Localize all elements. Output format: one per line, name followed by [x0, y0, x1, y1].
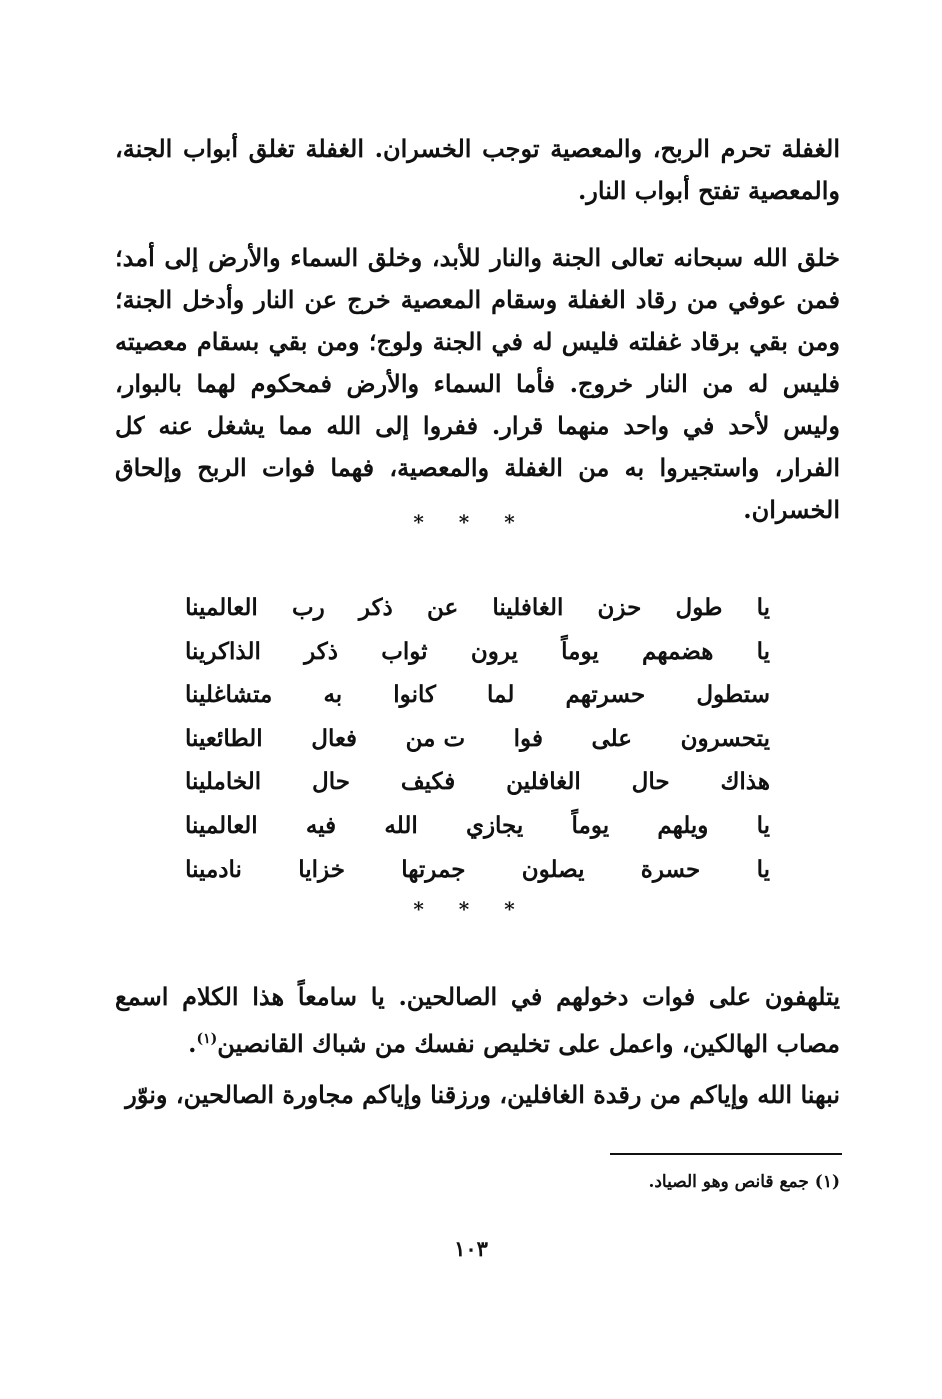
poem-word: العالمينا: [185, 594, 258, 621]
poem-word: عن: [426, 594, 459, 621]
poem-word: هضمهم: [642, 637, 714, 665]
poem-line: [185, 630, 770, 674]
poem-word: ستطول: [696, 681, 770, 709]
poem-word: يجازي: [465, 811, 524, 839]
poem-word: يوماً: [571, 811, 610, 839]
poem-word: نادمينا: [185, 855, 242, 883]
section-separator: * * *: [413, 897, 529, 921]
poem-word: حزن: [597, 594, 642, 621]
poem-word: هذاك: [720, 768, 770, 796]
poem-word: الغافلينا: [492, 594, 564, 621]
poem-word: الذاكرينا: [185, 637, 261, 665]
poem-word: حال: [311, 768, 350, 796]
paragraph-supplication: نبهنا الله وإياكم من رقدة الغافلين، ورزقنا وإياكم مجاورة الصالحين، ونوّر: [125, 1080, 840, 1109]
poem-word: يصلون: [521, 855, 585, 883]
poem-word: ثواب: [381, 637, 428, 665]
poem-word: حسرتهم: [565, 681, 646, 709]
poem-word: ويلهم: [657, 811, 709, 839]
paragraph-heedlessness: الغفلة تحرم الربح، والمعصية توجب الخسران. الغفلة تغلق أبواب الجنة، والمعصية تفتح أبواب النار.: [115, 134, 840, 205]
poem-word: لما: [487, 681, 515, 709]
poem-word: ذكر: [358, 594, 393, 621]
poem-line: [185, 848, 770, 892]
poem-word: طول: [675, 594, 723, 621]
poem-word: به: [323, 681, 343, 709]
poem-word: ذكر: [304, 637, 338, 665]
section-separator: * * *: [413, 510, 529, 534]
poem-word: فوا: [513, 724, 543, 752]
poem-word: يا: [756, 811, 770, 839]
poem-word: كانوا: [393, 681, 436, 709]
poem-word: ت من: [405, 724, 466, 752]
poem-word: يا: [756, 637, 770, 665]
poem-line: [185, 760, 770, 804]
footnote: (١) جمع قانص وهو الصياد.: [648, 1172, 840, 1192]
paragraph-regret-end: .: [188, 1029, 197, 1058]
poem-word: يوماً: [561, 637, 599, 665]
poem-word: يتحسرون: [680, 724, 770, 752]
poem-word: الخاملينا: [185, 768, 262, 796]
poem-word: متشاغلينا: [185, 681, 273, 709]
poem-word: على: [591, 724, 633, 752]
poem-word: يا: [756, 594, 770, 621]
poem-word: الطائعينا: [185, 724, 263, 752]
poem-word: جمرتها: [401, 855, 466, 883]
page-number: ١٠٣: [454, 1236, 488, 1261]
poem-line: [185, 717, 770, 761]
poem-word: يرون: [470, 637, 518, 665]
poem-word: فعال: [311, 724, 358, 752]
poem-word: حسرة: [640, 855, 701, 883]
footnote-reference: (١): [196, 1031, 218, 1047]
poem-word: فكيف: [400, 768, 456, 796]
poem-word: رب: [291, 594, 325, 621]
poem-word: الغافلين: [506, 768, 581, 796]
paragraph-regret: [115, 976, 840, 1065]
poem-word: العالمينا: [185, 811, 258, 839]
poem-line: [185, 673, 770, 717]
poem: [185, 586, 770, 891]
poem-word: الله: [384, 811, 418, 839]
paragraph-regret-text: يتلهفون على فوات دخولهم في الصالحين. يا سامعاً هذا الكلام اسمع مصاب الهالكين، واعمل على تخليص نفسك من شباك القانصين: [115, 982, 840, 1058]
poem-line: [185, 804, 770, 848]
poem-word: حال: [631, 768, 670, 796]
poem-word: فيه: [305, 811, 337, 839]
footnote-divider: [610, 1153, 842, 1155]
poem-word: يا: [756, 855, 770, 883]
poem-line: [185, 586, 770, 630]
paragraph-creation: خلق الله سبحانه تعالى الجنة والنار للأبد، وخلق السماء والأرض إلى أمد؛ فمن عوفي من رقاد الغفلة وسقام المعصية خرج عن النار وأدخل الجنة؛ ومن بقي برقاد غفلته فليس له في الجنة ولوج؛ ومن بقي بسقام معصيته فليس له من النار خروج. فأما السماء والأرض فمحكوم لهما بالبوار، وليس لأحد في واحد منهما قرار. ففروا إلى الله مما يشغل عنه كل الفرار، واستجيروا به من الغفلة والمعصية، فهما فوات الربح وإلحاق الخسران.: [115, 243, 841, 524]
poem-word: خزايا: [298, 855, 345, 883]
